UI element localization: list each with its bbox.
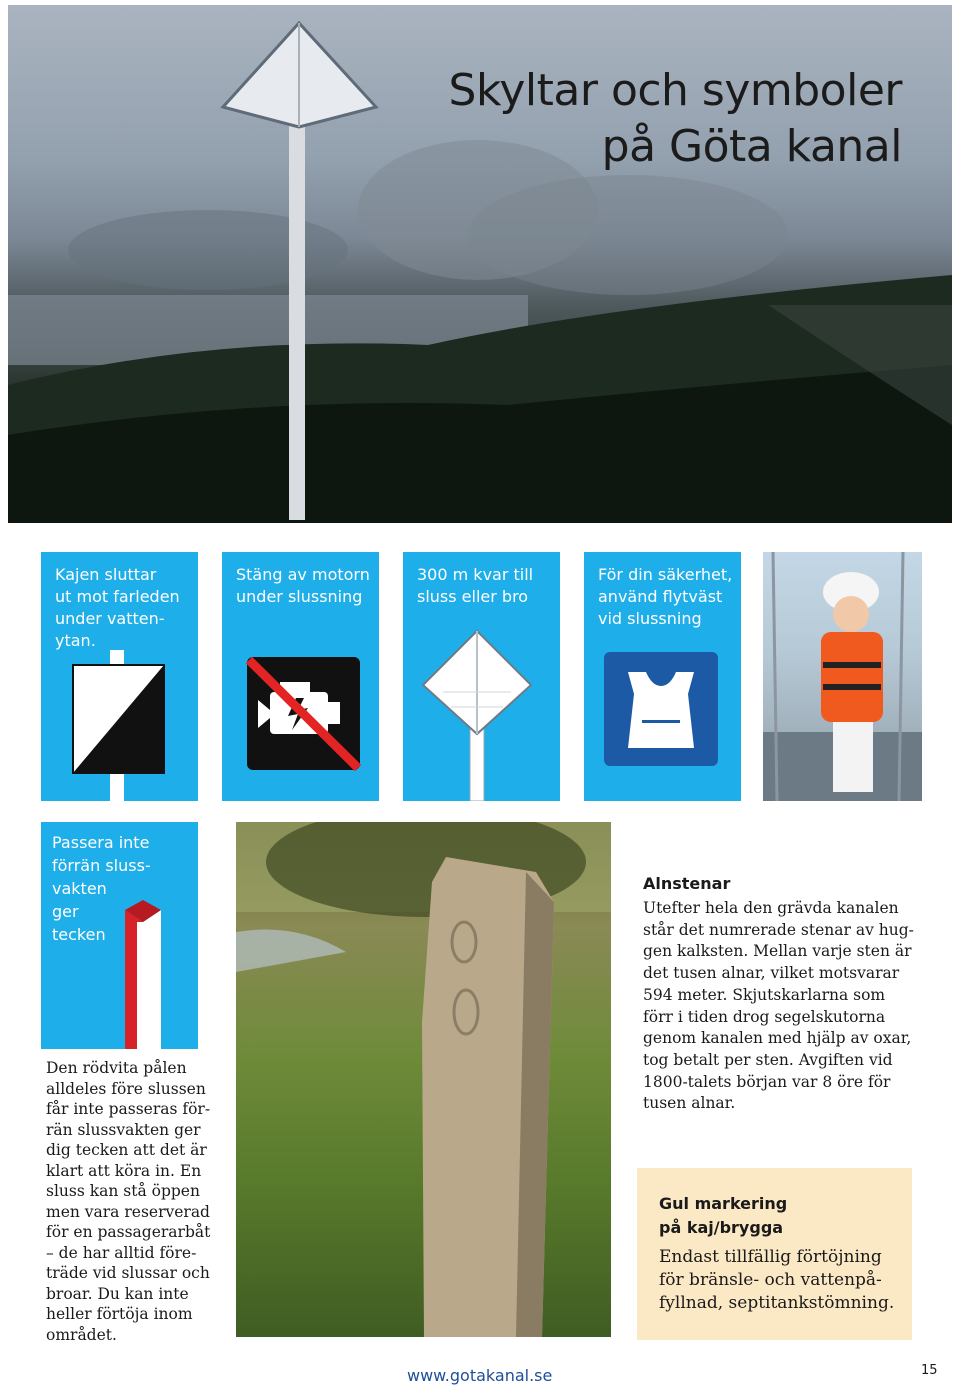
sign-caption: 300 m kvar till sluss eller bro bbox=[417, 565, 534, 606]
sign-caption: För din säkerhet, använd flytväst vid slussning bbox=[598, 565, 733, 628]
hero-photo bbox=[8, 5, 952, 523]
red-white-post-icon bbox=[41, 822, 198, 1049]
life-vest-icon bbox=[584, 552, 741, 801]
sign-caption: Passera inte förrän sluss- vakten ger tecken bbox=[52, 833, 151, 944]
alnstenar-heading: Alnstenar bbox=[643, 874, 731, 893]
sign-caption: Kajen sluttar ut mot farleden under vatten- ytan. bbox=[55, 565, 180, 650]
page-title bbox=[449, 63, 902, 175]
yellow-marking-body: Endast tillfällig förtöjning för bränsle- och vattenpå- fyllnad, septitankstömning. bbox=[659, 1247, 895, 1313]
yellow-marking-box bbox=[637, 1168, 912, 1340]
title-line-2: på Göta kanal bbox=[601, 121, 902, 172]
pass-sign-description: Den rödvita pålen alldeles före slussen får inte passeras för- rän slussvakten ger dig tecken att det är klart att köra in. En sluss kan stå öppen men vara reserverad för en passagerarbåt – de har alltid före- träde vid slussar och broar. Du kan inte heller förtöja inom området. bbox=[46, 1059, 211, 1344]
title-line-1: Skyltar och symboler bbox=[448, 65, 902, 116]
page-number: 15 bbox=[921, 1363, 938, 1378]
diamond-post-sign-icon bbox=[403, 552, 560, 801]
sign-caption: Stäng av motorn under slussning bbox=[236, 565, 370, 606]
child-life-vest-photo bbox=[763, 552, 922, 801]
sign-card-quay-slope bbox=[41, 552, 198, 801]
black-white-diagonal-post-icon bbox=[41, 552, 198, 801]
sign-card-wait-signal bbox=[41, 822, 198, 1049]
mile-stone-photo bbox=[236, 822, 611, 1337]
sign-card-life-vest bbox=[584, 552, 741, 801]
no-engine-icon bbox=[222, 552, 379, 801]
yellow-marking-heading: Gul markering på kaj/brygga bbox=[659, 1194, 788, 1237]
alnstenar-body: Utefter hela den grävda kanalen står det numrerade stenar av hug- gen kalksten. Mellan varje sten är det tusen alnar, vilket motsvarar 594 meter. Skjutskarlarna som förr i tiden drog segelskutorna genom kanalen med hjälp av oxar, tog betalt per sten. Avgiften vid 1800-talets början var 8 öre för tusen alnar. bbox=[643, 899, 914, 1113]
sign-card-300m bbox=[403, 552, 560, 801]
website-link[interactable]: www.gotakanal.se bbox=[407, 1366, 553, 1385]
sign-card-stop-engine bbox=[222, 552, 379, 801]
